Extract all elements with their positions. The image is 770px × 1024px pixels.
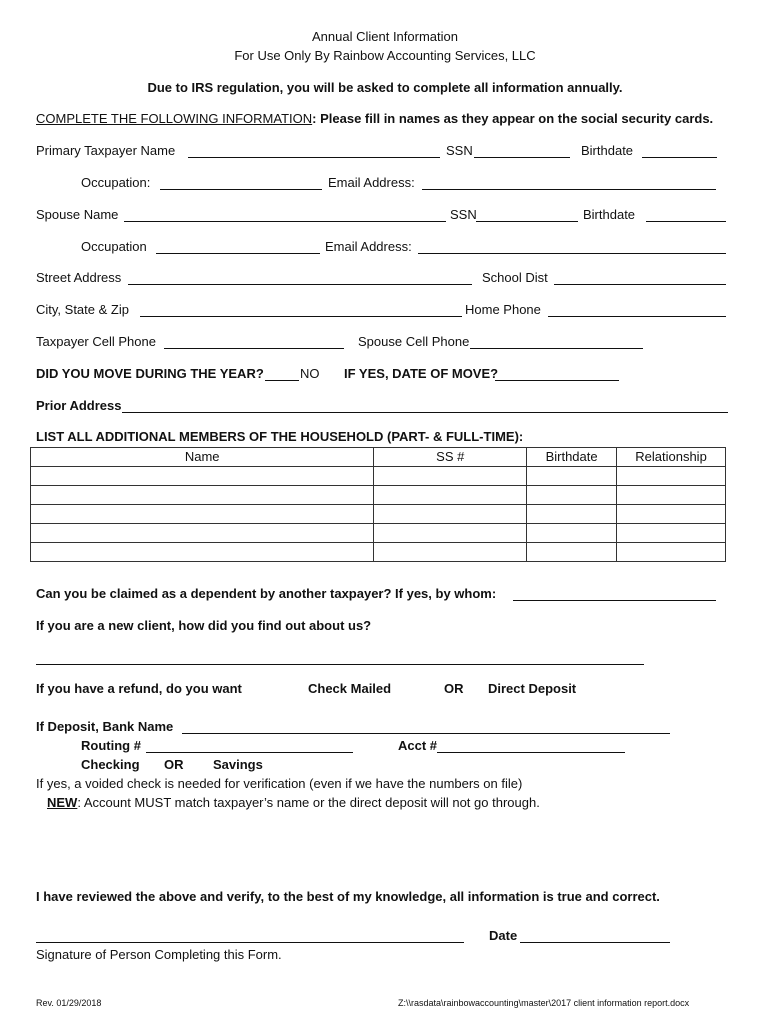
- checking-option[interactable]: Checking: [81, 757, 140, 772]
- col-relationship: Relationship: [617, 448, 726, 467]
- acct-field[interactable]: [437, 752, 625, 753]
- member-birthdate-cell[interactable]: [527, 467, 617, 486]
- form-title: Annual Client Information: [312, 29, 458, 44]
- member-name-cell[interactable]: [31, 505, 374, 524]
- account-type-or-label: OR: [164, 757, 184, 772]
- member-relationship-cell[interactable]: [617, 486, 726, 505]
- member-ssn-cell[interactable]: [374, 543, 527, 562]
- prior-address-field[interactable]: [122, 412, 728, 413]
- primary-email-label: Email Address:: [328, 175, 415, 190]
- date-field[interactable]: [520, 942, 670, 943]
- check-mailed-option[interactable]: Check Mailed: [308, 681, 392, 696]
- spouse-email-label: Email Address:: [325, 239, 412, 254]
- spouse-birthdate-label: Birthdate: [583, 207, 636, 222]
- savings-option[interactable]: Savings: [213, 757, 263, 772]
- voided-check-note: If yes, a voided check is needed for verification (even if we have the numbers on file): [36, 776, 523, 791]
- new-label: NEW: [47, 795, 78, 810]
- verify-statement: I have reviewed the above and verify, to the best of my knowledge, all information is true and correct.: [36, 889, 660, 904]
- spouse-ssn-label: SSN: [450, 207, 477, 222]
- signature-caption: Signature of Person Completing this Form.: [36, 947, 282, 962]
- household-table: [30, 447, 726, 562]
- primary-name-label: Primary Taxpayer Name: [36, 143, 176, 158]
- signature-field[interactable]: [36, 942, 464, 943]
- spouse-occupation-label: Occupation: [81, 239, 147, 254]
- home-phone-label: Home Phone: [465, 302, 541, 317]
- member-ssn-cell[interactable]: [374, 505, 527, 524]
- direct-deposit-option[interactable]: Direct Deposit: [488, 681, 577, 696]
- member-birthdate-cell[interactable]: [527, 524, 617, 543]
- member-ssn-cell[interactable]: [374, 467, 527, 486]
- primary-birthdate-field[interactable]: [642, 157, 717, 158]
- member-relationship-cell[interactable]: [617, 524, 726, 543]
- col-ssn: SS #: [374, 448, 527, 467]
- member-ssn-cell[interactable]: [374, 524, 527, 543]
- city-label: City, State & Zip: [36, 302, 129, 317]
- irs-notice: Due to IRS regulation, you will be asked to complete all information annually.: [147, 80, 623, 95]
- instructions-lead: COMPLETE THE FOLLOWING INFORMATION: [36, 111, 313, 126]
- school-dist-field[interactable]: [554, 284, 726, 285]
- taxpayer-cell-label: Taxpayer Cell Phone: [36, 334, 156, 349]
- acct-label: Acct #: [398, 738, 438, 753]
- member-birthdate-cell[interactable]: [527, 486, 617, 505]
- table-row: [31, 486, 726, 505]
- member-name-cell[interactable]: [31, 543, 374, 562]
- member-relationship-cell[interactable]: [617, 505, 726, 524]
- member-birthdate-cell[interactable]: [527, 505, 617, 524]
- city-field[interactable]: [140, 316, 462, 317]
- new-account-note: [47, 795, 540, 811]
- table-row: [31, 524, 726, 543]
- instructions: [36, 111, 713, 127]
- col-name: Name: [31, 448, 374, 467]
- primary-ssn-label: SSN: [446, 143, 473, 158]
- member-name-cell[interactable]: [31, 467, 374, 486]
- primary-birthdate-label: Birthdate: [581, 143, 634, 158]
- member-name-cell[interactable]: [31, 486, 374, 505]
- spouse-cell-field[interactable]: [470, 348, 643, 349]
- member-relationship-cell[interactable]: [617, 467, 726, 486]
- bank-name-field[interactable]: [182, 733, 670, 734]
- household-heading: LIST ALL ADDITIONAL MEMBERS OF THE HOUSEHOLD (PART- & FULL-TIME):: [36, 429, 524, 444]
- member-relationship-cell[interactable]: [617, 543, 726, 562]
- dependent-field[interactable]: [513, 600, 716, 601]
- table-row: [31, 543, 726, 562]
- street-label: Street Address: [36, 270, 122, 285]
- primary-name-field[interactable]: [188, 157, 440, 158]
- move-answer-field[interactable]: [265, 380, 299, 381]
- primary-occupation-field[interactable]: [160, 189, 322, 190]
- prior-address-label: Prior Address: [36, 398, 122, 413]
- spouse-birthdate-field[interactable]: [646, 221, 726, 222]
- instructions-rest: : Please fill in names as they appear on the social security cards.: [312, 111, 714, 126]
- primary-ssn-field[interactable]: [474, 157, 570, 158]
- member-name-cell[interactable]: [31, 524, 374, 543]
- routing-label: Routing #: [81, 738, 141, 753]
- spouse-email-field[interactable]: [418, 253, 726, 254]
- spouse-name-field[interactable]: [124, 221, 446, 222]
- revision-date: Rev. 01/29/2018: [36, 998, 102, 1008]
- move-date-field[interactable]: [495, 380, 619, 381]
- new-client-question: If you are a new client, how did you find out about us?: [36, 618, 372, 633]
- street-field[interactable]: [128, 284, 472, 285]
- new-client-field[interactable]: [36, 664, 644, 665]
- table-row: [31, 505, 726, 524]
- file-path: Z:\\rasdata\rainbowaccounting\master\2017 client information report.docx: [398, 998, 690, 1008]
- primary-occupation-label: Occupation:: [81, 175, 151, 190]
- new-text: : Account MUST match taxpayer’s name or the direct deposit will not go through.: [77, 795, 540, 810]
- table-row: [31, 467, 726, 486]
- spouse-name-label: Spouse Name: [36, 207, 119, 222]
- refund-question: If you have a refund, do you want: [36, 681, 242, 696]
- move-question: DID YOU MOVE DURING THE YEAR?: [36, 366, 264, 381]
- move-no-label: NO: [300, 366, 320, 381]
- spouse-occupation-field[interactable]: [156, 253, 320, 254]
- refund-or-label: OR: [444, 681, 464, 696]
- dependent-question: Can you be claimed as a dependent by another taxpayer? If yes, by whom:: [36, 586, 497, 601]
- taxpayer-cell-field[interactable]: [164, 348, 344, 349]
- home-phone-field[interactable]: [548, 316, 726, 317]
- col-birthdate: Birthdate: [527, 448, 617, 467]
- spouse-ssn-field[interactable]: [476, 221, 578, 222]
- member-ssn-cell[interactable]: [374, 486, 527, 505]
- member-birthdate-cell[interactable]: [527, 543, 617, 562]
- bank-name-label: If Deposit, Bank Name: [36, 719, 174, 734]
- date-label: Date: [489, 928, 518, 943]
- routing-field[interactable]: [146, 752, 353, 753]
- form-subtitle: For Use Only By Rainbow Accounting Services, LLC: [234, 48, 536, 63]
- primary-email-field[interactable]: [422, 189, 716, 190]
- spouse-cell-label: Spouse Cell Phone: [358, 334, 470, 349]
- move-date-label: IF YES, DATE OF MOVE?: [344, 366, 499, 381]
- school-dist-label: School Dist: [482, 270, 548, 285]
